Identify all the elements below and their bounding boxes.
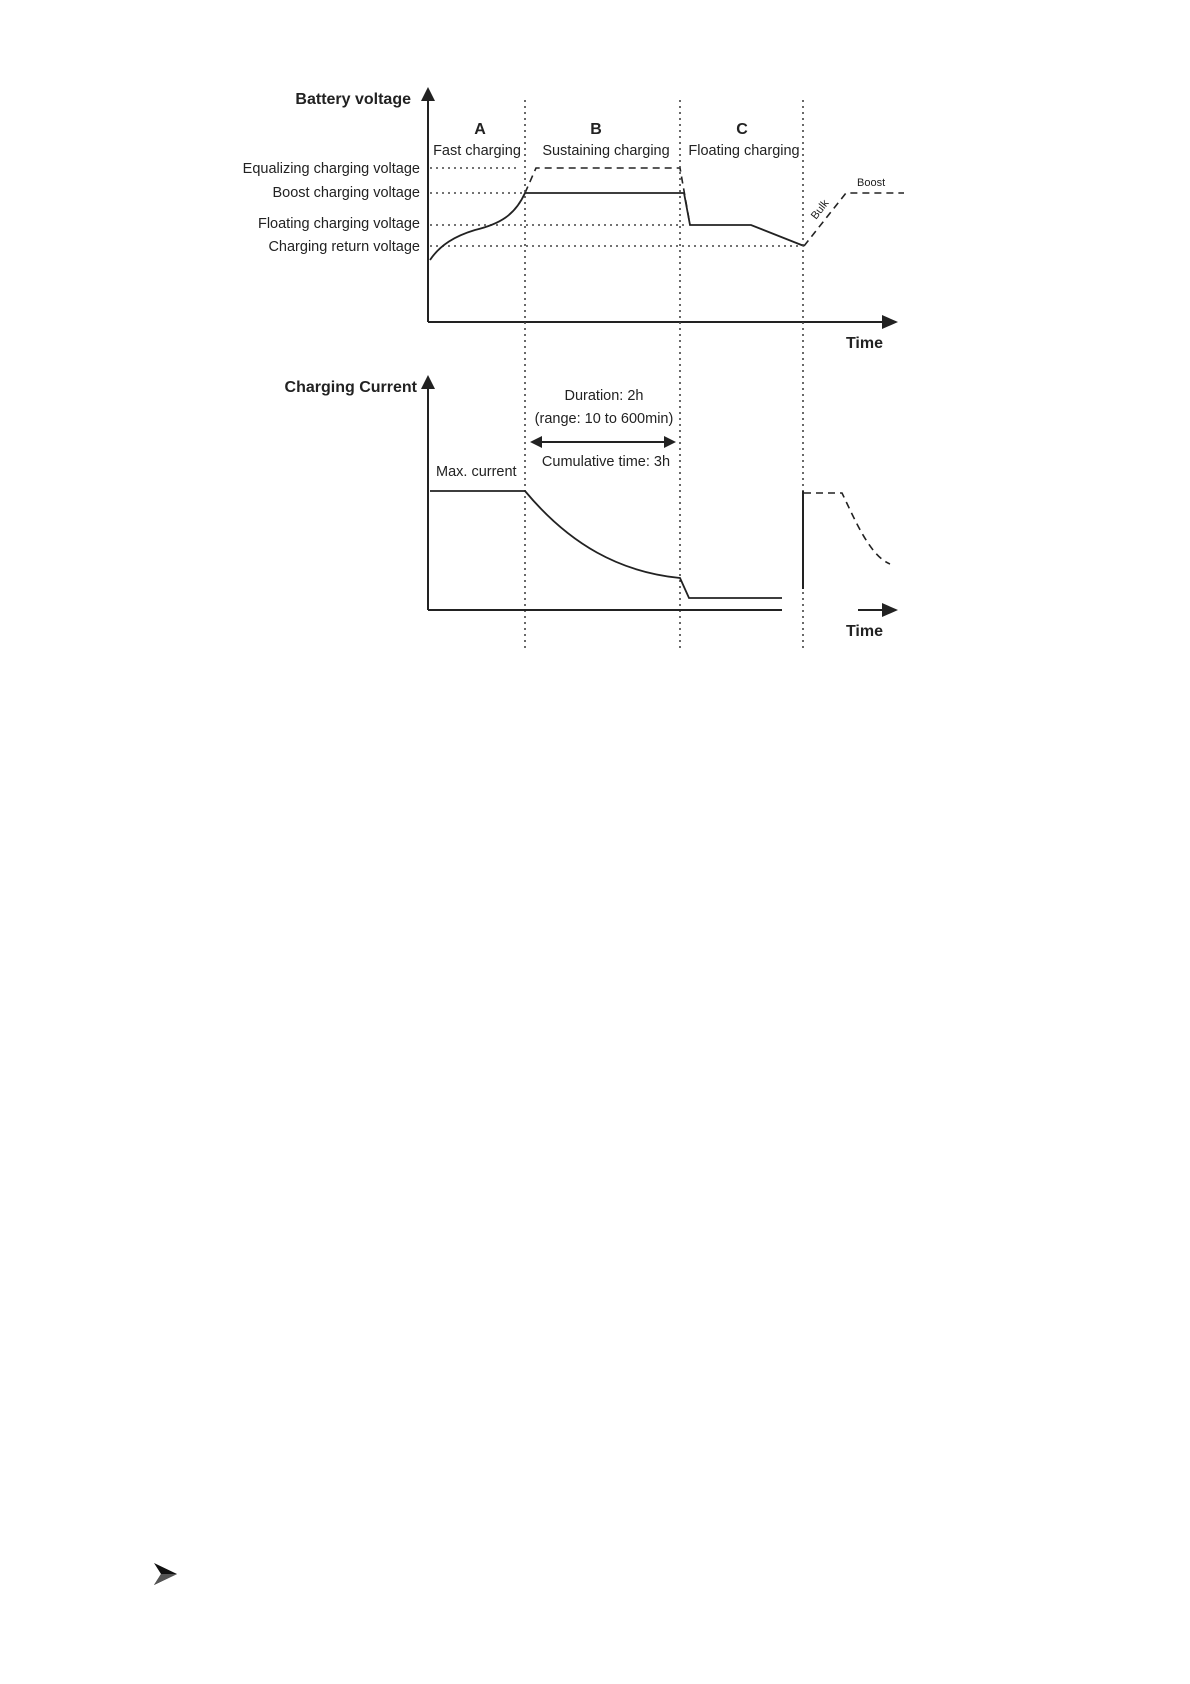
stage-b-name: Sustaining charging bbox=[542, 143, 670, 159]
voltage-x-axis-label: Time bbox=[845, 335, 883, 352]
arrowhead-bullet-icon bbox=[152, 1560, 180, 1593]
voltage-x-axis-arrow-icon bbox=[882, 315, 898, 329]
stage-c-name: Floating charging bbox=[688, 143, 800, 159]
boost-label: Boost bbox=[857, 177, 886, 189]
return-voltage-label: Charging return voltage bbox=[268, 239, 420, 255]
voltage-main-curve bbox=[430, 193, 804, 260]
duration-arrow-left-icon bbox=[530, 436, 542, 448]
current-chart bbox=[285, 375, 898, 640]
boost-voltage-label: Boost charging voltage bbox=[272, 185, 420, 201]
current-y-axis-arrow-icon bbox=[421, 375, 435, 389]
current-main-curve bbox=[430, 491, 782, 598]
cumulative-time-label: Cumulative time: 3h bbox=[541, 454, 671, 470]
equalizing-voltage-label: Equalizing charging voltage bbox=[242, 161, 420, 177]
range-label: (range: 10 to 600min) bbox=[534, 411, 674, 427]
stage-c-letter: C bbox=[736, 121, 748, 138]
recharge-current-dashed-curve bbox=[804, 493, 890, 564]
current-y-axis-label: Charging Current bbox=[284, 379, 417, 396]
current-x-axis-label: Time bbox=[845, 623, 883, 640]
stage-b-letter: B bbox=[590, 121, 602, 138]
current-x-axis-arrow-icon bbox=[882, 603, 898, 617]
bulk-label: Bulk bbox=[808, 197, 832, 222]
stage-dividers bbox=[525, 100, 803, 648]
floating-voltage-label: Floating charging voltage bbox=[257, 216, 420, 232]
arrowhead-bullet-glyph bbox=[152, 1560, 180, 1588]
equalizing-dashed-curve bbox=[525, 168, 690, 225]
stage-a-name: Fast charging bbox=[433, 143, 521, 159]
level-guides bbox=[430, 168, 802, 246]
max-current-label: Max. current bbox=[436, 464, 517, 480]
duration-arrow-right-icon bbox=[664, 436, 676, 448]
voltage-y-axis-arrow-icon bbox=[421, 87, 435, 101]
voltage-y-axis-label: Battery voltage bbox=[295, 91, 411, 108]
stage-a-letter: A bbox=[474, 121, 486, 138]
duration-label: Duration: 2h bbox=[564, 388, 644, 404]
voltage-chart bbox=[243, 87, 904, 352]
